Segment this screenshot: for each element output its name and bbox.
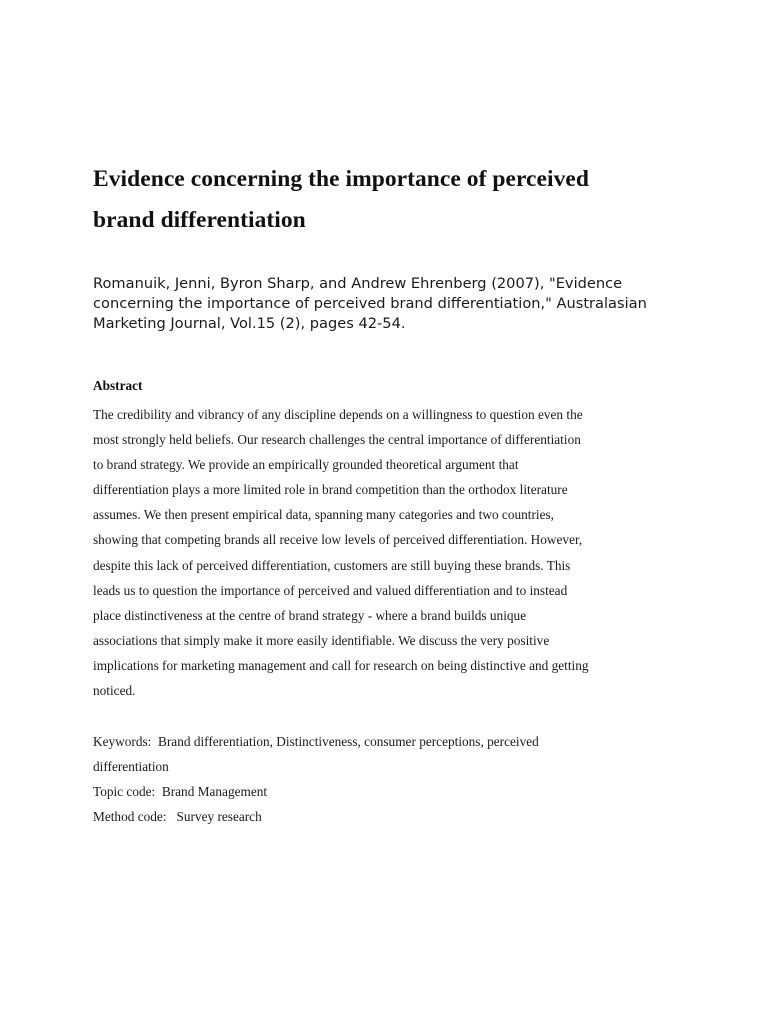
citation-line: concerning the importance of perceived brand differentiation," Australasian — [93, 295, 647, 312]
abstract-heading: Abstract — [93, 378, 143, 393]
citation-line: Marketing Journal, Vol.15 (2), pages 42-54. — [93, 315, 406, 332]
title-line: Evidence concerning the importance of perceived — [93, 166, 589, 192]
abstract-line: differentiation plays a more limited role in brand competition than the orthodox literature — [93, 482, 568, 498]
topic-code: Topic code: Brand Management — [93, 784, 268, 800]
title-line: brand differentiation — [93, 207, 306, 233]
abstract-line: associations that simply make it more easily identifiable. We discuss the very positive — [93, 632, 550, 648]
citation-line: Romanuik, Jenni, Byron Sharp, and Andrew Ehrenberg (2007), "Evidence — [93, 275, 623, 292]
abstract-line: implications for marketing management and call for research on being distinctive and getting — [93, 657, 589, 673]
abstract-line: place distinctiveness at the centre of brand strategy - where a brand builds unique — [93, 607, 527, 623]
method-code: Method code: Survey research — [93, 809, 262, 825]
abstract-line: leads us to question the importance of perceived and valued differentiation and to instead — [93, 582, 568, 598]
abstract-line: to brand strategy. We provide an empirically grounded theoretical argument that — [93, 457, 519, 473]
abstract-line: showing that competing brands all receive low levels of perceived differentiation. However, — [93, 532, 583, 548]
keywords-line: differentiation — [93, 759, 169, 775]
document-metadata — [93, 729, 693, 829]
abstract-line: assumes. We then present empirical data, spanning many categories and two countries, — [93, 507, 554, 523]
abstract-body — [93, 402, 693, 703]
abstract-line: noticed. — [93, 683, 136, 699]
abstract-line: despite this lack of perceived differentiation, customers are still buying these brands. This — [93, 557, 571, 573]
keywords-line: Keywords: Brand differentiation, Distinctiveness, consumer perceptions, perceived — [93, 734, 539, 749]
citation — [93, 274, 713, 334]
document-title — [93, 159, 733, 241]
abstract-line: The credibility and vibrancy of any discipline depends on a willingness to question even the — [93, 407, 583, 422]
abstract-line: most strongly held beliefs. Our research challenges the central importance of differentiation — [93, 432, 581, 448]
